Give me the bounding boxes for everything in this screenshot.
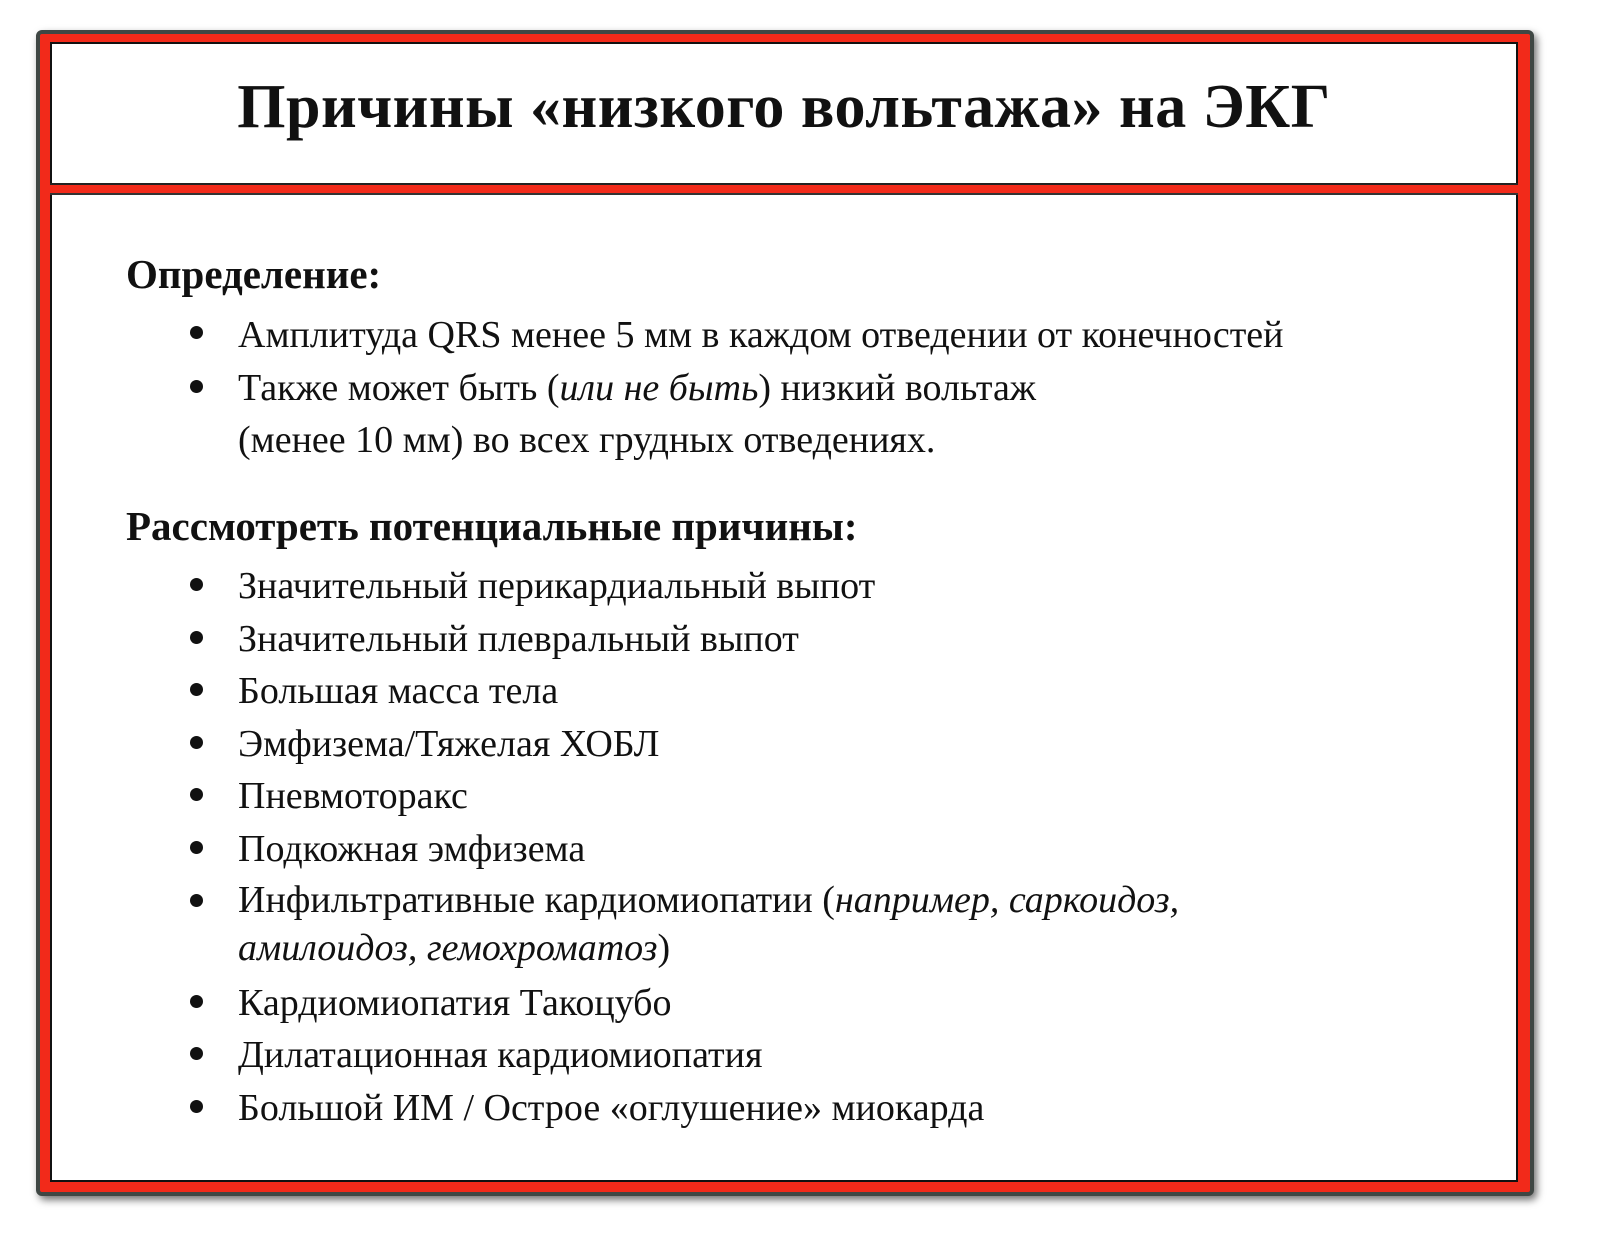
item-text: Инфильтративные кардиомиопатии (	[238, 878, 835, 921]
item-text: Подкожная эмфизема	[238, 827, 586, 870]
item-text: Кардиомиопатия Такоцубо	[238, 981, 672, 1024]
bullet-icon	[190, 736, 203, 749]
item-italic: амилоидоз, гемохроматоз	[238, 926, 658, 969]
definition-list	[186, 308, 1284, 466]
item-text: )	[657, 926, 671, 969]
causes-heading: Рассмотреть потенциальные причины:	[126, 503, 858, 549]
bullet-icon	[190, 578, 203, 591]
list-item	[186, 770, 1179, 823]
list-item	[186, 977, 1179, 1030]
item-text: Также может быть (	[238, 367, 560, 409]
title-divider	[50, 183, 1518, 195]
item-text: Дилатационная кардиомиопатия	[238, 1034, 763, 1077]
definition-heading: Определение:	[126, 251, 382, 297]
list-item	[186, 362, 1284, 466]
list-item	[186, 665, 1179, 718]
bullet-icon	[190, 683, 203, 696]
bullet-icon	[190, 1047, 203, 1060]
bullet-icon	[190, 326, 203, 339]
bullet-icon	[190, 631, 203, 644]
page-title: Причины «низкого вольтажа» на ЭКГ	[237, 73, 1331, 141]
causes-list	[186, 560, 1179, 1134]
list-item	[186, 560, 1179, 613]
item-text: Пневмоторакс	[238, 775, 468, 818]
item-text: (менее 10 мм) во всех грудных отведениях.	[238, 419, 936, 461]
list-item	[186, 1029, 1179, 1082]
bullet-icon	[190, 788, 203, 801]
item-text: Большой ИМ / Острое «оглушение» миокарда	[238, 1086, 985, 1129]
list-item	[186, 613, 1179, 666]
list-item	[186, 823, 1179, 876]
item-text: Эмфизема/Тяжелая ХОБЛ	[238, 722, 660, 765]
list-item	[186, 308, 1284, 362]
item-text: ) низкий вольтаж	[758, 367, 1037, 409]
item-text: Амплитуда QRS менее 5 мм в каждом отведении от конечностей	[238, 314, 1284, 356]
bullet-icon	[190, 1100, 203, 1113]
item-text: Значительный перикардиальный выпот	[238, 565, 876, 607]
list-item	[186, 1082, 1179, 1135]
item-italic: например, саркоидоз,	[834, 878, 1180, 921]
item-text: Значительный плевральный выпот	[238, 617, 799, 660]
item-text: Большая масса тела	[238, 670, 559, 713]
bullet-icon	[190, 894, 203, 907]
list-item	[186, 718, 1179, 771]
bullet-icon	[190, 995, 203, 1008]
item-italic: или не быть	[559, 367, 759, 409]
bullet-icon	[190, 841, 203, 854]
list-item	[186, 876, 1179, 972]
bullet-icon	[190, 380, 203, 393]
